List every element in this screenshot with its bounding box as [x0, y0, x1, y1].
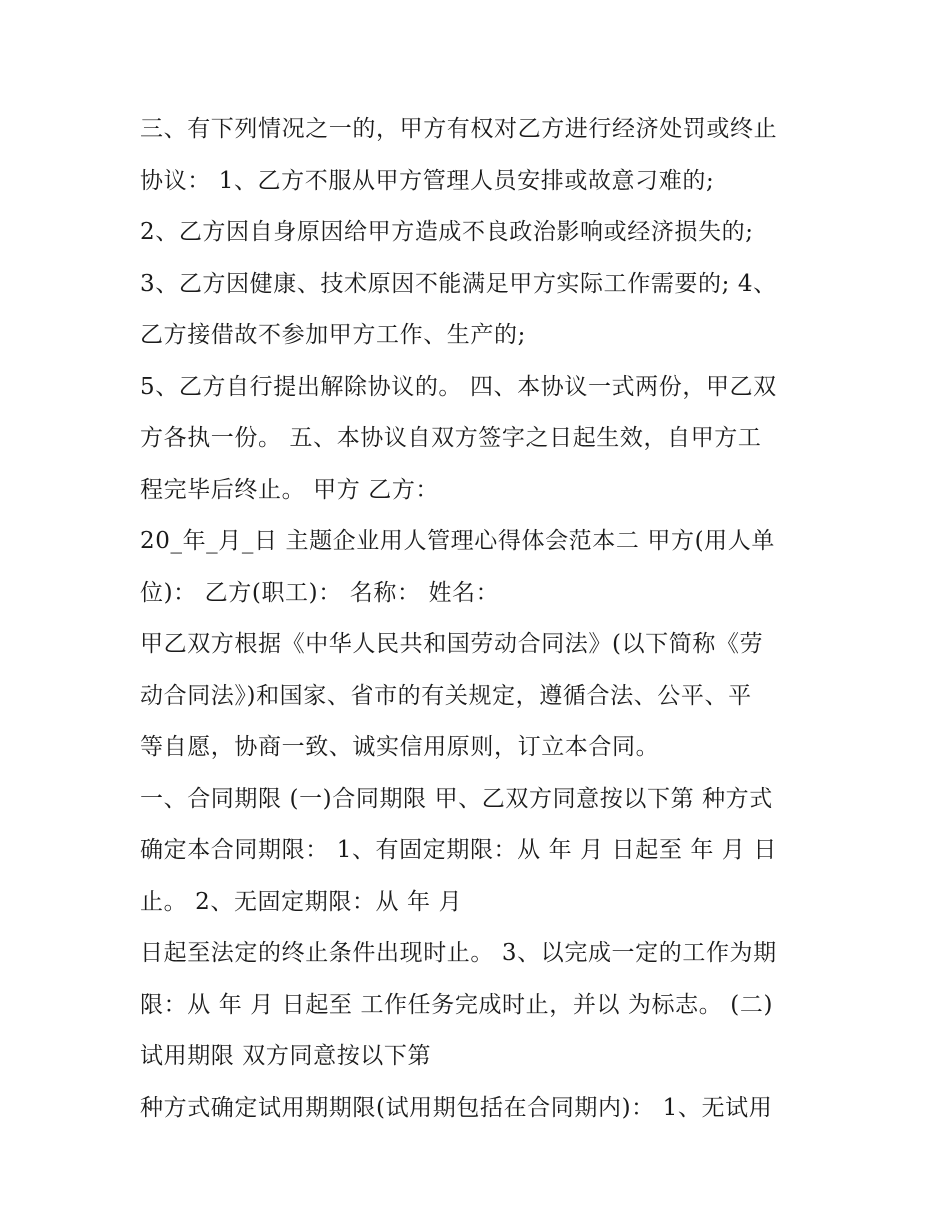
text-line: 确定本合同期限： 1、有固定期限：从 年 月 日起至 年 月 日 — [140, 837, 778, 863]
text-line: 甲乙双方根据《中华人民共和国劳动合同法》(以下简称《劳 — [140, 631, 764, 657]
text-line: 试用期限 双方同意按以下第 — [140, 1043, 432, 1069]
text-line: 5、乙方自行提出解除协议的。 四、本协议一式两份，甲乙双 — [140, 373, 777, 400]
text-line: 程完毕后终止。 甲方 乙方： — [140, 476, 440, 503]
text-line: 动合同法》)和国家、省市的有关规定，遵循合法、公平、平 — [140, 682, 752, 709]
text-line: 三、有下列情况之一的，甲方有权对乙方进行经济处罚或终止 — [140, 116, 778, 142]
text-line: 2、乙方因自身原因给甲方造成不良政治影响或经济损失的; — [140, 219, 754, 245]
text-line: 限：从 年 月 日起至 工作任务完成时止，并以 为标志。 (二) — [140, 991, 774, 1018]
text-line: 日起至法定的终止条件出现时止。 3、以完成一定的工作为期 — [140, 940, 777, 966]
text-line: 方各执一份。 五、本协议自双方签字之日起生效，自甲方工 — [140, 425, 762, 451]
document-body — [140, 104, 840, 1134]
text-line: 种方式确定试用期期限(试用期包括在合同期内)： 1、无试用 — [140, 1094, 773, 1121]
text-line: 3、乙方因健康、技术原因不能满足甲方实际工作需要的; 4、 — [140, 270, 777, 297]
text-line: 等自愿，协商一致、诚实信用原则，订立本合同。 — [140, 734, 660, 760]
text-line: 一、合同期限 (一)合同期限 甲、乙双方同意按以下第 种方式 — [140, 785, 773, 812]
text-line: 协议： 1、乙方不服从甲方管理人员安排或故意刁难的; — [140, 167, 715, 194]
text-line: 乙方接借故不参加甲方工作、生产的; — [140, 322, 526, 348]
text-line: 止。 2、无固定期限：从 年 月 — [140, 888, 463, 915]
text-line: 20_年_月_日 主题企业用人管理心得体会范本二 甲方(用人单 — [140, 528, 775, 554]
text-line: 位)： 乙方(职工)： 名称： 姓名： — [140, 579, 500, 606]
